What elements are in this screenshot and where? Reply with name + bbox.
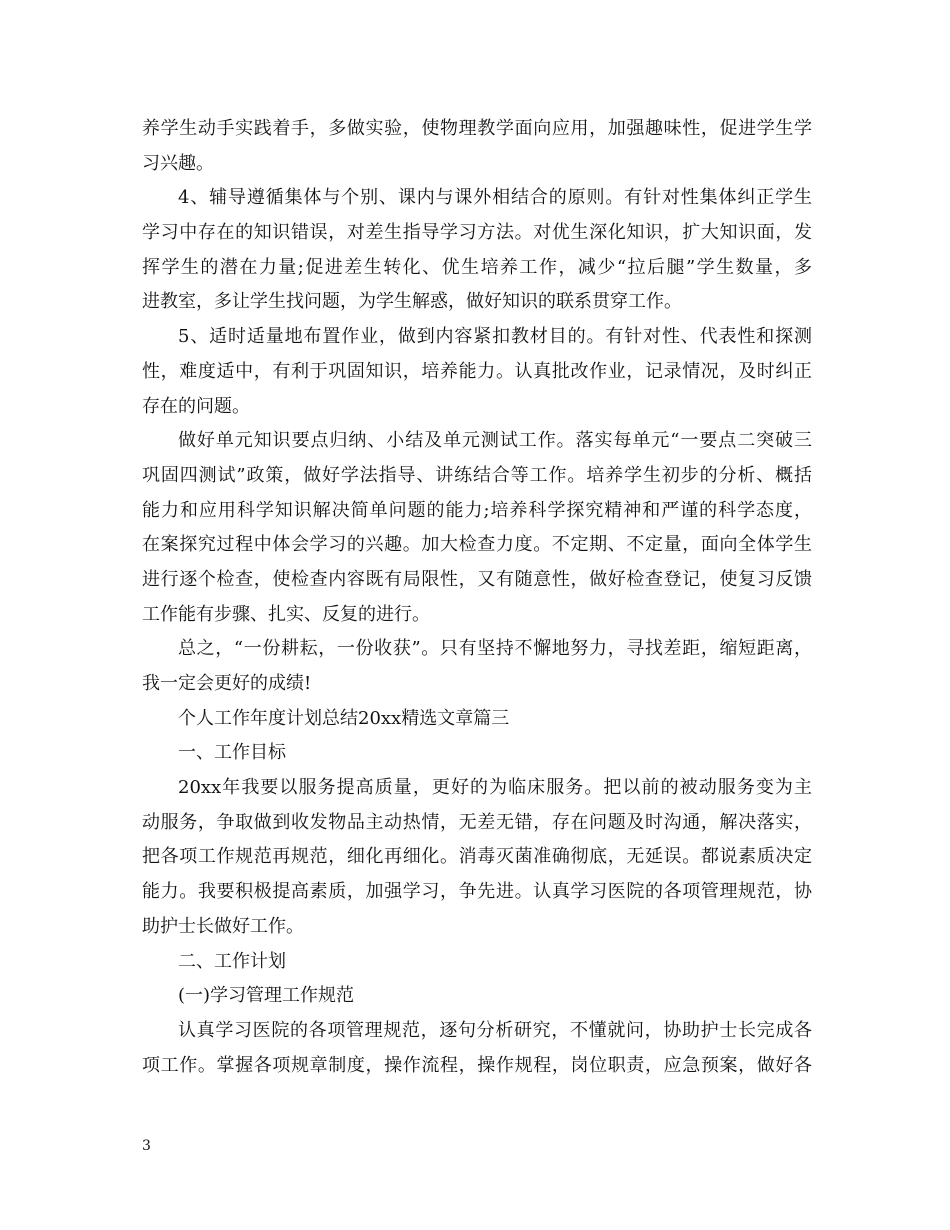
text-line: 认真学习医院的各项管理规范，逐句分析研究，不懂就问，协助护士长完成各: [178, 1019, 812, 1041]
text-line: 动服务，争取做到收发物品主动热情，无差无错，存在问题及时沟通，解决落实，: [142, 811, 812, 833]
text-line: (一)学习管理工作规范: [178, 985, 355, 1007]
text-line: 4、辅导遵循集体与个别、课内与课外相结合的原则。有针对性集体纠正学生: [178, 187, 812, 209]
text-line: 把各项工作规范再规范，细化再细化。消毒灭菌准确彻底，无延误。都说素质决定: [142, 846, 812, 868]
text-line: 5、适时适量地布置作业，做到内容紧扣教材目的。有针对性、代表性和探测: [178, 326, 812, 348]
document-body: [142, 112, 812, 1083]
text-line: 存在的问题。: [142, 395, 250, 417]
text-line: 二、工作计划: [178, 950, 286, 972]
text-line: 项工作。掌握各项规章制度，操作流程，操作规程，岗位职责，应急预案，做好各: [142, 1054, 812, 1076]
text-line: 巩固四测试”政策，做好学法指导、讲练结合等工作。培养学生初步的分析、概括: [142, 464, 812, 486]
text-line: 20xx年我要以服务提高质量，更好的为临床服务。把以前的被动服务变为主: [178, 777, 812, 799]
text-line: 性，难度适中，有利于巩固知识，培养能力。认真批改作业，记录情况，及时纠正: [142, 360, 812, 382]
text-line: 挥学生的潜在力量;促进差生转化、优生培养工作，减少“拉后腿”学生数量，多: [142, 256, 812, 278]
text-line: 个人工作年度计划总结20xx精选文章篇三: [178, 707, 510, 729]
text-line: 做好单元知识要点归纳、小结及单元测试工作。落实每单元“一要点二突破三: [178, 430, 812, 452]
text-line: 养学生动手实践着手，多做实验，使物理教学面向应用，加强趣味性，促进学生学: [142, 118, 812, 139]
text-line: 能力和应用科学知识解决简单问题的能力;培养科学探究精神和严谨的科学态度，: [142, 499, 812, 521]
text-line: 进教室，多让学生找问题，为学生解惑，做好知识的联系贯穿工作。: [142, 291, 682, 313]
text-line: 我一定会更好的成绩!: [142, 673, 312, 694]
text-line: 在案探究过程中体会学习的兴趣。加大检查力度。不定期、不定量，面向全体学生: [142, 534, 812, 556]
text-line: 习兴趣。: [142, 152, 214, 174]
text-line: 工作能有步骤、扎实、反复的进行。: [142, 603, 430, 625]
text-line: 能力。我要积极提高素质，加强学习，争先进。认真学习医院的各项管理规范，协: [142, 881, 812, 903]
page-number: 3: [142, 1138, 151, 1154]
text-line: 助护士长做好工作。: [142, 915, 304, 937]
text-line: 学习中存在的知识错误，对差生指导学习方法。对优生深化知识，扩大知识面，发: [142, 222, 812, 244]
text-line: 进行逐个检查，使检查内容既有局限性，又有随意性，做好检查登记，使复习反馈: [142, 568, 812, 590]
text-line: 总之，“一份耕耘，一份收获”。只有坚持不懈地努力，寻找差距，缩短距离，: [178, 638, 812, 660]
text-line: 一、工作目标: [178, 742, 286, 764]
